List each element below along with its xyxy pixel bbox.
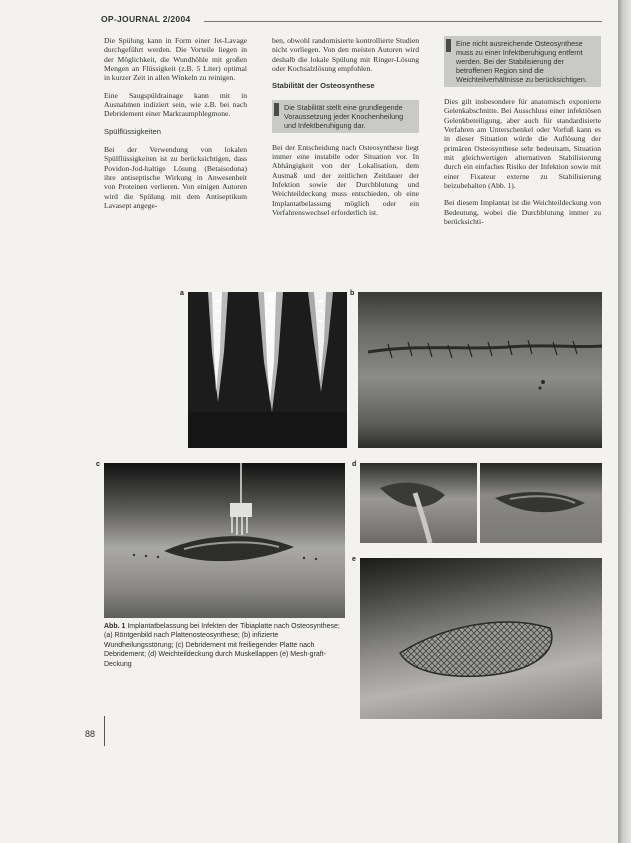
page-number: 88 [85,729,96,739]
col1-paragraph-3: Bei der Verwendung von lokalen Spülflüssigkeiten ist zu berücksichtigen, dass Povidon-Jod-haltige Lösung (Betaisodona) ihre antiseptische Wirkung in Anwesenheit von Proteinen verlieren. Von einigen Autoren wird die Spülung mit dem Antiseptikum Lavasept angege- [104,145,247,211]
wound-photo-image [358,292,602,448]
figure-label-a: a [180,290,184,297]
col1-subheading: Spülflüssigkeiten [104,126,161,136]
debridement-photo-image [104,463,345,618]
caption-text: Implantatbelassung bei Infekten der Tibiaplatte nach Osteosynthese; (a) Röntgenbild nach Plattenosteosynthese; (b) infizierte Wundheilungsstörung; (c) Debridement mit freiliegender Platte nach Debridement; (d) Weichteildeckung durch Muskellappen (e) Mesh-graft-Deckung [104,623,340,668]
col1-paragraph-2: Eine Saugspüldrainage kann mit in Ausnahmen indiziert sein, wie z.B. bei nach Debridement einer Markraumphlegmone. [104,90,247,119]
figure-label-d: d [352,461,357,468]
text-column-3 [444,36,601,234]
figure-label-b: b [350,290,355,297]
col3-paragraph-2: Bei diesem Implantat ist die Weichteildeckung von Bedeutung, wobei die Durchblutung immer zu berücksichti- [444,198,601,227]
figure-a-xray [188,292,347,448]
text-column-2 [272,36,419,225]
col1-paragraph-1: Die Spülung kann in Form einer Jet-Lavage durchgeführt werden. Die Vorteile liegen in der Möglichkeit, die Wundhöhle mit großen Mengen an Flüssigkeit (z.B. 5 Liter) optimal in kurzer Zeit in allen Winkeln zu reinigen. [104,36,247,83]
xray-image [188,292,347,448]
figure-label-e: e [352,556,356,563]
text-column-1 [104,36,247,219]
col2-subheading: Stabilität der Osteosynthese [272,81,375,91]
muscle-flap-photo-right [480,463,602,543]
col2-paragraph-2: Bei der Entscheidung nach Osteosynthese liegt immer eine instabile oder Situation vor. In Abhängigkeit von der Lokalisation, dem Ausmaß und der zeitlichen Zeitdauer der Infektion sowie der Durchblutung und Weichteildeckung muss entschieden, ob eine Implantatbelassung möglich oder ein Verfahrenswechsel erforderlich ist. [272,142,419,218]
muscle-flap-photo-left [360,463,477,543]
figure-b-wound-photo [358,292,602,448]
col2-callout-box: Die Stabilität stellt eine grundlegende Voraussetzung jeder Knochenheilung und Infektberuhigung dar. [272,100,419,133]
figure-d-photo-right [480,463,602,543]
header-rule [204,21,602,22]
page-number-rule [104,716,105,746]
col2-paragraph-1: ben, obwohl randomisierte kontrollierte Studien nicht vorliegen. Von den meisten Autoren wird deshalb die lokale Spülung mit Ringer-Lösung oder Kochsalzlösung empfohlen. [272,36,419,74]
figure-c-debridement-photo [104,463,345,618]
col3-paragraph-1: Dies gilt insbesondere für anatomisch exponierte Gelenkabschnitte. Bei Ausschluss einer infektiösen Gelenkbeteiligung, aber auch für standardisierte Verfahren am Unterschenkel oder Vorfuß kann es in dieser Situation würde die Auflösung der primären Osteosynthese sehr bedeutsam, Situation mit gleichwertigen alternativen Stabilisierung durch ein einfaches Risiko der Infektion sowie mit einer Fixateur externe zu Stabilisierung beizubehalten (Abb. 1). [444,97,601,191]
mesh-graft-photo-image [360,558,602,719]
caption-label: Abb. 1 [104,623,126,630]
figure-caption [104,622,347,669]
journal-header: OP-JOURNAL 2/2004 [101,14,191,24]
figure-e-mesh-graft-photo [360,558,602,719]
figure-d-photo-left [360,463,477,543]
col3-callout-box: Eine nicht ausreichende Osteosynthese muss zu einer Infektberuhigung entfernt werden. Bei der Stabilisierung der betroffenen Region sind die Weichteilverhältnisse zu berücksichtigen. [444,36,601,87]
scan-shadow-edge [618,0,631,843]
figure-label-c: c [96,461,100,468]
